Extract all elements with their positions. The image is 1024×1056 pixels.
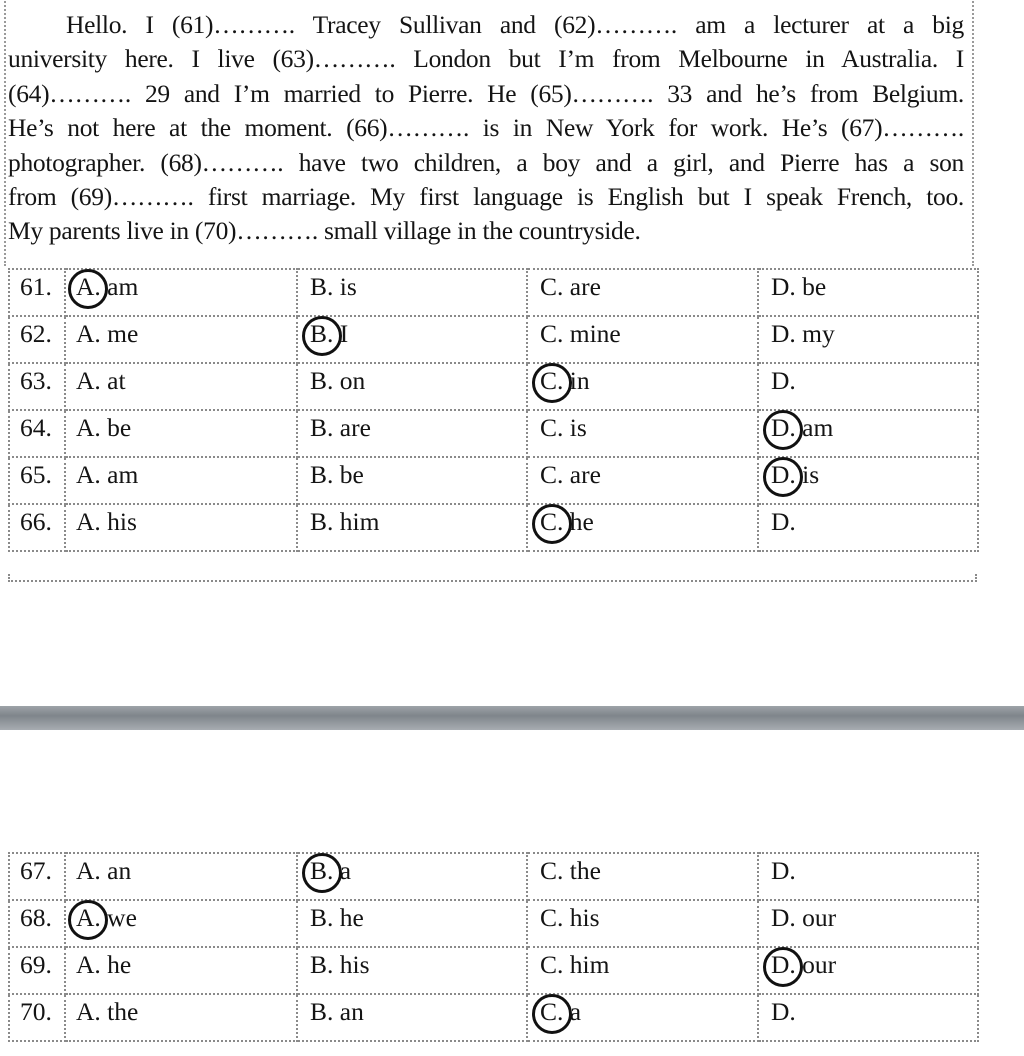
option-text: the <box>569 856 601 885</box>
answer-option-b[interactable] <box>297 994 527 1041</box>
circled-answer-letter: D. <box>771 950 796 979</box>
option-letter: D. <box>771 903 796 932</box>
option-letter: D. <box>771 997 796 1026</box>
passage-line: photographer. (68)………. have two children, a boy and a girl, and Pierre has a son <box>8 147 964 177</box>
option-letter: B. <box>310 507 334 536</box>
option-text: his <box>107 507 137 536</box>
option-text: on <box>339 366 366 395</box>
answer-option-c[interactable] <box>527 900 758 947</box>
option-letter: C. <box>540 460 564 489</box>
question-row <box>9 504 978 551</box>
table-frame-bottom <box>8 574 977 582</box>
answer-table-top <box>8 268 979 552</box>
option-text: is <box>802 460 820 489</box>
answer-table-bottom <box>8 852 979 1042</box>
option-text: an <box>107 856 132 885</box>
option-text: are <box>339 413 371 442</box>
option-text: a <box>339 856 352 885</box>
answer-option-a[interactable] <box>65 853 297 900</box>
answer-option-b[interactable] <box>297 410 527 457</box>
question-row <box>9 994 978 1041</box>
option-text: are <box>569 460 601 489</box>
option-text: at <box>107 366 126 395</box>
option-text: we <box>107 903 137 932</box>
question-number: 69. <box>9 947 65 994</box>
answer-option-c[interactable] <box>527 504 758 551</box>
answer-option-a[interactable] <box>65 947 297 994</box>
answer-option-d[interactable] <box>758 994 978 1041</box>
question-number: 66. <box>9 504 65 551</box>
answer-option-d[interactable] <box>758 504 978 551</box>
option-text: am <box>802 413 834 442</box>
question-number: 61. <box>9 269 65 316</box>
circled-answer-letter: B. <box>310 319 334 348</box>
option-text: his <box>339 950 370 979</box>
answer-option-b[interactable] <box>297 269 527 316</box>
answer-option-d[interactable] <box>758 316 978 363</box>
option-text: are <box>569 272 601 301</box>
circled-answer-letter: C. <box>540 507 564 536</box>
option-text: me <box>107 319 139 348</box>
answer-option-a[interactable] <box>65 269 297 316</box>
answer-option-a[interactable] <box>65 457 297 504</box>
option-text: am <box>107 460 139 489</box>
option-letter: B. <box>310 950 334 979</box>
circled-answer-letter: A. <box>76 272 101 301</box>
option-letter: D. <box>771 319 796 348</box>
option-text: be <box>339 460 364 489</box>
answer-option-d[interactable] <box>758 853 978 900</box>
answer-option-c[interactable] <box>527 316 758 363</box>
option-letter: B. <box>310 272 334 301</box>
option-letter: A. <box>76 507 101 536</box>
passage-text <box>8 8 964 249</box>
answer-option-c[interactable] <box>527 994 758 1041</box>
option-letter: B. <box>310 997 334 1026</box>
question-row <box>9 900 978 947</box>
question-row <box>9 457 978 504</box>
answer-option-b[interactable] <box>297 947 527 994</box>
answer-option-b[interactable] <box>297 900 527 947</box>
option-letter: A. <box>76 856 101 885</box>
option-letter: B. <box>310 460 334 489</box>
circled-answer-letter: D. <box>771 460 796 489</box>
question-number: 65. <box>9 457 65 504</box>
passage-line: (64)………. 29 and I’m married to Pierre. He (65)………. 33 and he’s from Belgium. <box>8 78 964 108</box>
circled-answer-letter: A. <box>76 903 101 932</box>
option-text: am <box>107 272 139 301</box>
option-letter: D. <box>771 856 796 885</box>
option-letter: A. <box>76 997 101 1026</box>
option-letter: C. <box>540 903 564 932</box>
option-text: mine <box>569 319 621 348</box>
option-letter: B. <box>310 903 334 932</box>
option-letter: C. <box>540 319 564 348</box>
option-text: is <box>569 413 587 442</box>
answer-option-a[interactable] <box>65 504 297 551</box>
answer-option-c[interactable] <box>527 363 758 410</box>
option-text: he <box>569 507 594 536</box>
answer-option-b[interactable] <box>297 316 527 363</box>
option-letter: B. <box>310 413 334 442</box>
passage-line: Hello. I (61)………. Tracey Sullivan and (62)………. am a lecturer at a big <box>66 10 964 39</box>
passage-line: university here. I live (63)………. London but I’m from Melbourne in Australia. I <box>8 44 964 74</box>
option-letter: C. <box>540 413 564 442</box>
circled-answer-letter: B. <box>310 856 334 885</box>
option-text: him <box>339 507 380 536</box>
option-text: be <box>802 272 827 301</box>
question-row <box>9 363 978 410</box>
option-text: he <box>339 903 364 932</box>
answer-option-d[interactable] <box>758 457 978 504</box>
answer-option-b[interactable] <box>297 457 527 504</box>
circled-answer-letter: C. <box>540 997 564 1026</box>
answer-option-a[interactable] <box>65 994 297 1041</box>
option-text: our <box>802 903 837 932</box>
answer-option-c[interactable] <box>527 269 758 316</box>
question-row <box>9 947 978 994</box>
answer-option-d[interactable] <box>758 900 978 947</box>
option-letter: A. <box>76 366 101 395</box>
answer-option-d[interactable] <box>758 269 978 316</box>
answer-option-b[interactable] <box>297 853 527 900</box>
option-text: in <box>569 366 590 395</box>
question-number: 68. <box>9 900 65 947</box>
option-letter: D. <box>771 366 796 395</box>
option-letter: A. <box>76 319 101 348</box>
passage-line: He’s not here at the moment. (66)………. is in New York for work. He’s (67)………. <box>8 113 964 143</box>
question-number: 70. <box>9 994 65 1041</box>
option-letter: A. <box>76 950 101 979</box>
answer-option-c[interactable] <box>527 947 758 994</box>
option-text: an <box>339 997 364 1026</box>
answer-option-c[interactable] <box>527 853 758 900</box>
question-number: 64. <box>9 410 65 457</box>
answer-option-a[interactable] <box>65 410 297 457</box>
option-letter: C. <box>540 272 564 301</box>
passage-line: from (69)………. first marriage. My first language is English but I speak French, too. <box>8 182 964 212</box>
answer-option-c[interactable] <box>527 457 758 504</box>
option-letter: C. <box>540 950 564 979</box>
option-letter: B. <box>310 366 334 395</box>
option-letter: A. <box>76 460 101 489</box>
option-text: him <box>569 950 610 979</box>
option-letter: D. <box>771 272 796 301</box>
option-letter: A. <box>76 413 101 442</box>
option-text: the <box>107 997 139 1026</box>
question-row <box>9 269 978 316</box>
option-text: be <box>107 413 132 442</box>
answer-option-a[interactable] <box>65 900 297 947</box>
option-text: I <box>339 319 349 348</box>
answer-option-d[interactable] <box>758 363 978 410</box>
question-number: 63. <box>9 363 65 410</box>
answer-option-a[interactable] <box>65 363 297 410</box>
answer-option-c[interactable] <box>527 410 758 457</box>
question-number: 62. <box>9 316 65 363</box>
option-text: my <box>802 319 835 348</box>
page-break-separator <box>0 706 1024 730</box>
option-text: our <box>802 950 837 979</box>
option-letter: C. <box>540 856 564 885</box>
question-number: 67. <box>9 853 65 900</box>
answer-option-b[interactable] <box>297 504 527 551</box>
option-text: a <box>569 997 582 1026</box>
question-row <box>9 410 978 457</box>
circled-answer-letter: D. <box>771 413 796 442</box>
option-text: he <box>107 950 132 979</box>
option-text: is <box>339 272 357 301</box>
option-text: his <box>569 903 600 932</box>
answer-option-b[interactable] <box>297 363 527 410</box>
question-row <box>9 853 978 900</box>
option-letter: D. <box>771 507 796 536</box>
passage-line: My parents live in (70)………. small village in the countryside. <box>8 216 641 246</box>
question-row <box>9 316 978 363</box>
answer-option-d[interactable] <box>758 410 978 457</box>
answer-option-a[interactable] <box>65 316 297 363</box>
circled-answer-letter: C. <box>540 366 564 395</box>
answer-option-d[interactable] <box>758 947 978 994</box>
